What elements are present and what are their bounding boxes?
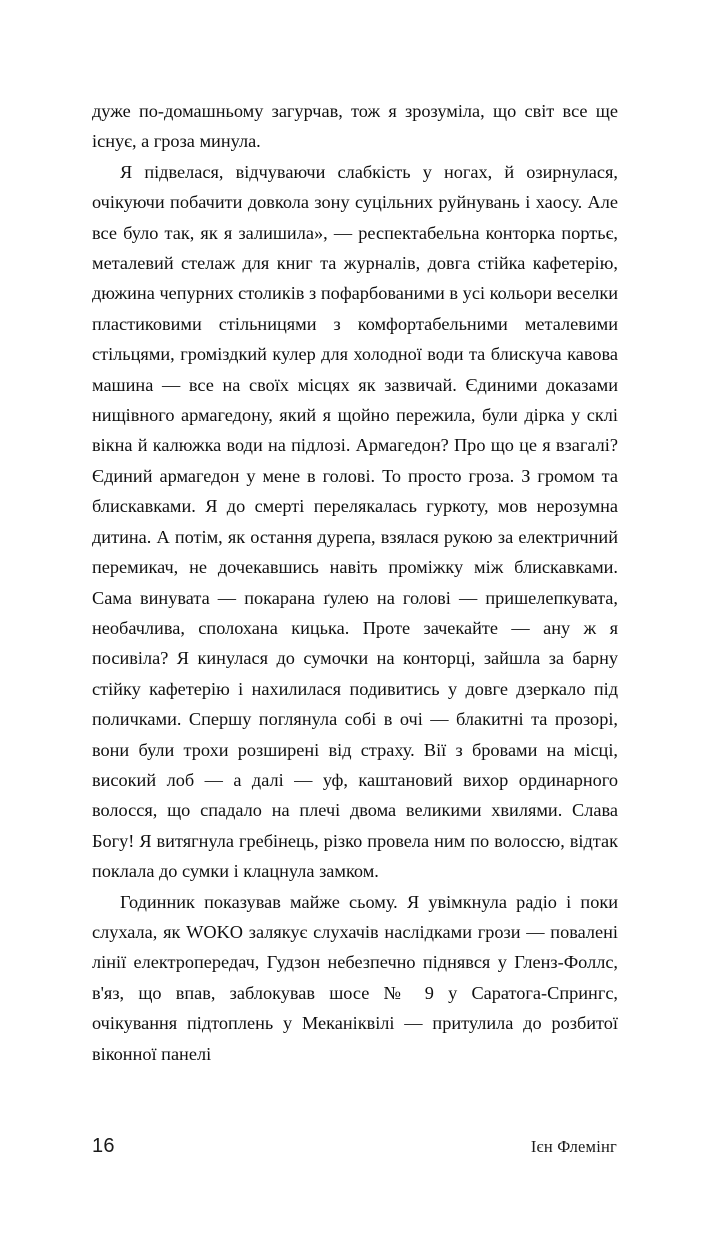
page-body-text — [92, 96, 618, 1069]
paragraph: дуже по-домашньому загурчав, тож я зрозуміла, що світ все ще існує, а гроза минула. — [92, 101, 618, 152]
paragraph: Я підвелася, відчуваючи слабкість у ногах, й озирнулася, очікуючи побачити довкола зону суцільних руйнувань і хаосу. Але все було так, як я залишила», — респектабельна конторка портьє, металевий стелаж для книг та журналів, довга стійка кафетерію, дюжина чепурних столиків з пофарбованими в усі кольори веселки пластиковими стільницями з комфортабельними металевими стільцями, громіздкий кулер для холодної води та блискуча кавова машина — все на своїх місцях як зазвичай. Єдиними доказами нищівного армагедону, який я щойно пережила, були дірка у склі вікна й калюжка води на підлозі. Армагедон? Про що це я взагалі? Єдиний армагедон у мене в голові. То просто гроза. З громом та блискавками. Я до смерті перелякалась гуркоту, мов нерозумна дитина. А потім, як остання дурепа, взялася рукою за електричний перемикач, не дочекавшись навіть проміжку між блискавками. Сама винувата — покарана ґулею на голові — пришелепкувата, необачлива, сполохана кицька. Проте зачекайте — ану ж я посивіла? Я кинулася до сумочки на конторці, зайшла за барну стійку кафетерію і нахилилася подивитись у довге дзеркало під поличками. Спершу поглянула собі в очі — блакитні та прозорі, вони були трохи розширені від страху. Вії з бровами на місці, високий лоб — а далі — уф, каштановий вихор ординарного волосся, що спадало на плечі двома великими хвилями. Слава Богу! Я витягнула гребінець, різко провела ним по волоссю, відтак поклала до сумки і клацнула замком. — [92, 161, 618, 882]
page-footer — [92, 1135, 617, 1158]
page-number: 16 — [92, 1135, 115, 1157]
paragraph: Годинник показував майже сьому. Я увімкнула радіо і поки слухала, як WOKO залякує слухачів наслідками грози — повалені лінії електропередач, Гудзон небезпечно піднявся у Гленз-Фоллс, в'яз, що впав, заблокував шосе № 9 у Саратога-Спрингс, очікування підтоплень у Меканіквілі — притулила до розбитої віконної панелі — [92, 891, 618, 1064]
running-author: Ієн Флемінг — [530, 1137, 617, 1156]
